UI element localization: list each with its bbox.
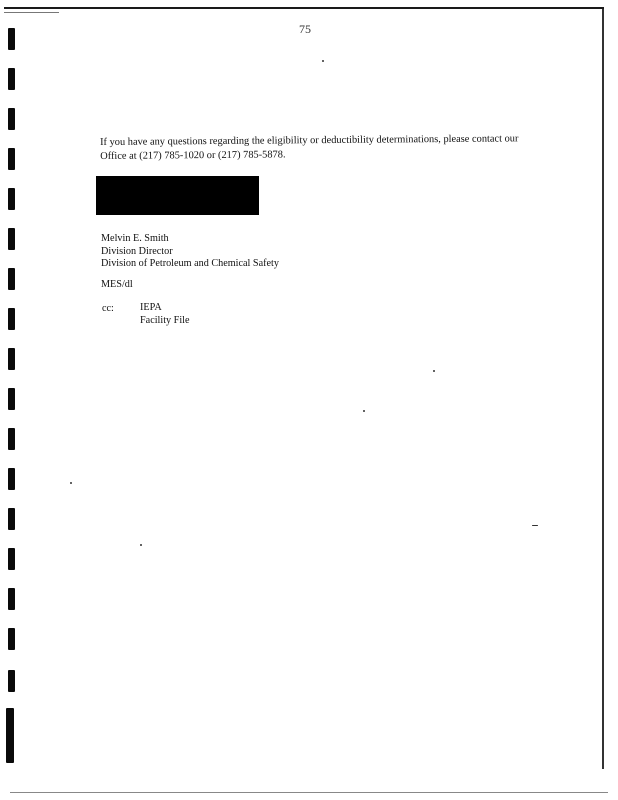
punch-hole-mark (8, 228, 15, 250)
redacted-signature-block (96, 176, 259, 215)
scan-speck (532, 525, 538, 526)
punch-hole-mark (8, 588, 15, 610)
body-paragraph (100, 132, 530, 164)
scan-right-edge (602, 9, 604, 769)
scan-speck (433, 370, 435, 372)
punch-hole-mark (8, 148, 15, 170)
punch-hole-mark (8, 28, 15, 50)
cc-list (140, 301, 190, 327)
punch-hole-mark (8, 508, 15, 530)
signer-title: Division Director (101, 245, 173, 257)
scan-bottom-rule (10, 792, 608, 793)
scan-speck (70, 482, 72, 484)
punch-hole-mark (8, 188, 15, 210)
punch-hole-mark (8, 428, 15, 450)
signature-block (101, 233, 279, 271)
punch-hole-mark (6, 708, 14, 763)
signer-division: Division of Petroleum and Chemical Safety (101, 258, 279, 269)
body-line: Office at (217) 785-1020 or (217) 785-5878. (100, 149, 286, 162)
scan-speck (363, 410, 365, 412)
cc-recipient: Facility File (140, 315, 190, 326)
punch-hole-mark (8, 308, 15, 330)
scan-speck (140, 544, 142, 546)
page-number: 75 (299, 22, 311, 36)
scan-top-mark (4, 12, 59, 13)
body-line: If you have any questions regarding the eligibility or deductibility determinations, please contact our (100, 133, 519, 148)
scan-top-rule (4, 7, 604, 9)
punch-hole-mark (8, 468, 15, 490)
cc-label: cc: (102, 303, 114, 314)
punch-hole-mark (8, 268, 15, 290)
punch-hole-mark (8, 628, 15, 650)
punch-hole-mark (8, 388, 15, 410)
punch-hole-mark (8, 68, 15, 90)
cc-recipient: IEPA (140, 302, 162, 313)
punch-hole-mark (8, 548, 15, 570)
punch-hole-mark (8, 108, 15, 130)
signer-name: Melvin E. Smith (101, 233, 169, 244)
scan-speck (322, 60, 324, 62)
punch-hole-mark (8, 348, 15, 370)
punch-hole-mark (8, 670, 15, 692)
typist-initials: MES/dl (101, 279, 133, 290)
